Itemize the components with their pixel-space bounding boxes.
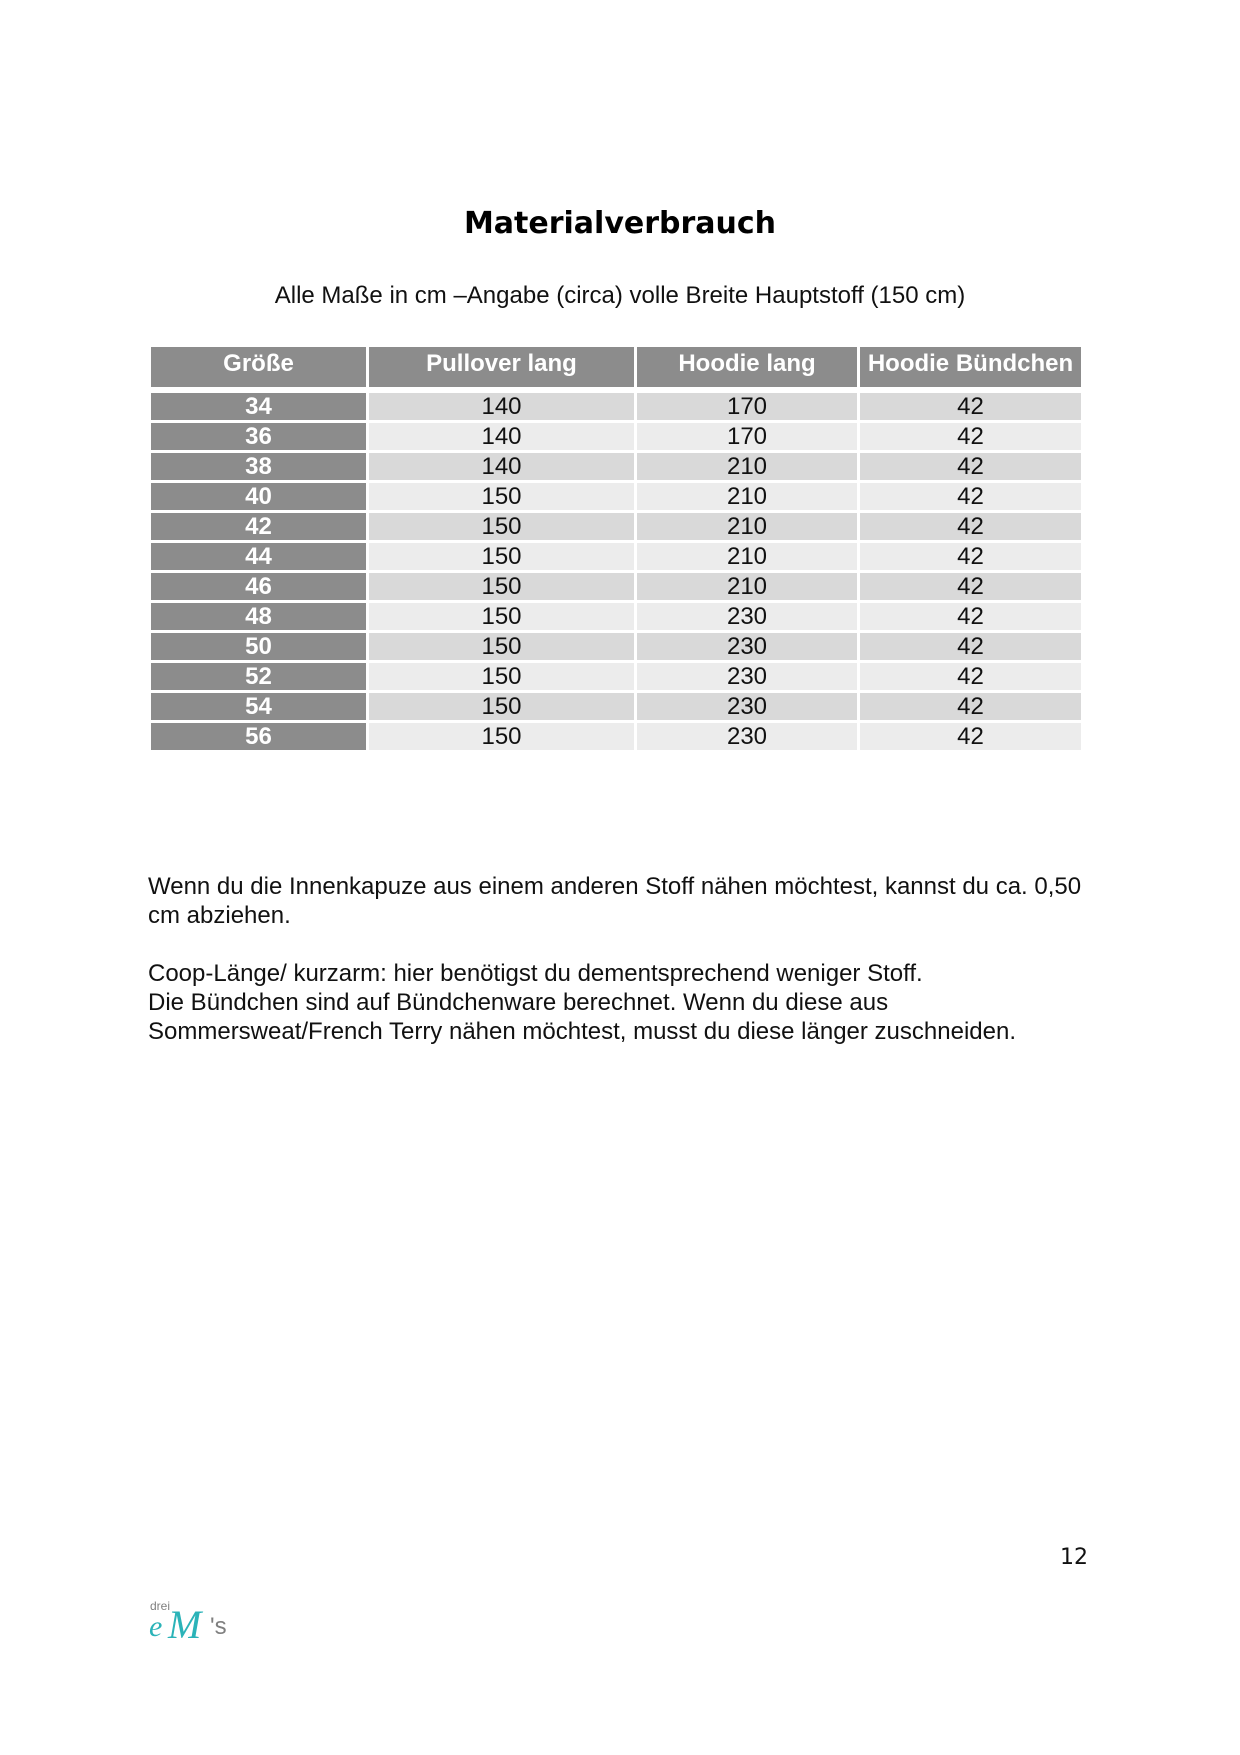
cell-cuffs: 42: [860, 603, 1081, 630]
note-inner-hood: Wenn du die Innenkapuze aus einem anderen Stoff nähen möchtest, kannst du ca. 0,50 cm abziehen.: [148, 873, 1082, 929]
cell-pullover: 150: [369, 723, 634, 750]
table-row: [151, 453, 1081, 480]
table-row: [151, 633, 1081, 660]
material-table: [148, 344, 1084, 753]
cell-pullover: 150: [369, 573, 634, 600]
cell-hoodie: 230: [637, 633, 857, 660]
cell-cuffs: 42: [860, 693, 1081, 720]
cell-size: 50: [151, 633, 366, 660]
cell-hoodie: 230: [637, 693, 857, 720]
cell-cuffs: 42: [860, 663, 1081, 690]
cell-size: 36: [151, 423, 366, 450]
cell-cuffs: 42: [860, 423, 1081, 450]
column-header-size: Größe: [151, 347, 366, 387]
note-coop-length: Coop-Länge/ kurzarm: hier benötigst du dementsprechend weniger Stoff.: [148, 960, 923, 987]
logo-text-drei: drei: [150, 1599, 171, 1613]
cell-cuffs: 42: [860, 393, 1081, 420]
logo-text-m: M: [168, 1602, 202, 1647]
cell-cuffs: 42: [860, 633, 1081, 660]
cell-hoodie: 170: [637, 423, 857, 450]
table-row: [151, 723, 1081, 750]
table-row: [151, 513, 1081, 540]
logo-text-e: e: [149, 1610, 163, 1643]
table-row: [151, 393, 1081, 420]
cell-hoodie: 170: [637, 393, 857, 420]
page-subtitle: Alle Maße in cm –Angabe (circa) volle Breite Hauptstoff (150 cm): [274, 282, 966, 309]
table-row: [151, 663, 1081, 690]
cell-hoodie: 230: [637, 723, 857, 750]
page-title: Materialverbrauch: [463, 206, 777, 241]
table-row: [151, 573, 1081, 600]
cell-pullover: 140: [369, 393, 634, 420]
cell-size: 46: [151, 573, 366, 600]
cell-pullover: 150: [369, 483, 634, 510]
cell-hoodie: 230: [637, 603, 857, 630]
cell-pullover: 140: [369, 453, 634, 480]
cell-size: 34: [151, 393, 366, 420]
notes: [148, 872, 1108, 1046]
cell-hoodie: 230: [637, 663, 857, 690]
cell-hoodie: 210: [637, 573, 857, 600]
cell-cuffs: 42: [860, 723, 1081, 750]
note-cuffs: Die Bündchen sind auf Bündchenware berechnet. Wenn du diese aus Sommersweat/French Terry nähen möchtest, musst du diese länger zuschneiden.: [148, 989, 1016, 1045]
cell-hoodie: 210: [637, 483, 857, 510]
table-header-row: [151, 347, 1081, 387]
column-header-hoodie: Hoodie lang: [637, 347, 857, 387]
table-row: [151, 693, 1081, 720]
cell-hoodie: 210: [637, 513, 857, 540]
cell-size: 48: [151, 603, 366, 630]
note-length-cuffs: [148, 959, 1108, 1046]
page-number: 12: [1060, 1545, 1088, 1570]
logo-text-s: 's: [210, 1613, 227, 1640]
cell-size: 56: [151, 723, 366, 750]
table-body: [151, 390, 1081, 750]
cell-hoodie: 210: [637, 543, 857, 570]
cell-size: 42: [151, 513, 366, 540]
cell-cuffs: 42: [860, 483, 1081, 510]
cell-size: 40: [151, 483, 366, 510]
cell-pullover: 150: [369, 663, 634, 690]
cell-cuffs: 42: [860, 513, 1081, 540]
cell-size: 52: [151, 663, 366, 690]
column-header-cuffs: Hoodie Bündchen: [860, 347, 1081, 387]
cell-cuffs: 42: [860, 573, 1081, 600]
brand-logo: [148, 1598, 238, 1650]
cell-pullover: 150: [369, 513, 634, 540]
cell-pullover: 150: [369, 633, 634, 660]
cell-pullover: 150: [369, 693, 634, 720]
table-row: [151, 603, 1081, 630]
cell-size: 54: [151, 693, 366, 720]
cell-cuffs: 42: [860, 543, 1081, 570]
cell-size: 38: [151, 453, 366, 480]
cell-pullover: 140: [369, 423, 634, 450]
table-row: [151, 423, 1081, 450]
cell-pullover: 150: [369, 603, 634, 630]
cell-hoodie: 210: [637, 453, 857, 480]
cell-pullover: 150: [369, 543, 634, 570]
table-row: [151, 543, 1081, 570]
cell-size: 44: [151, 543, 366, 570]
table-row: [151, 483, 1081, 510]
column-header-pullover: Pullover lang: [369, 347, 634, 387]
cell-cuffs: 42: [860, 453, 1081, 480]
